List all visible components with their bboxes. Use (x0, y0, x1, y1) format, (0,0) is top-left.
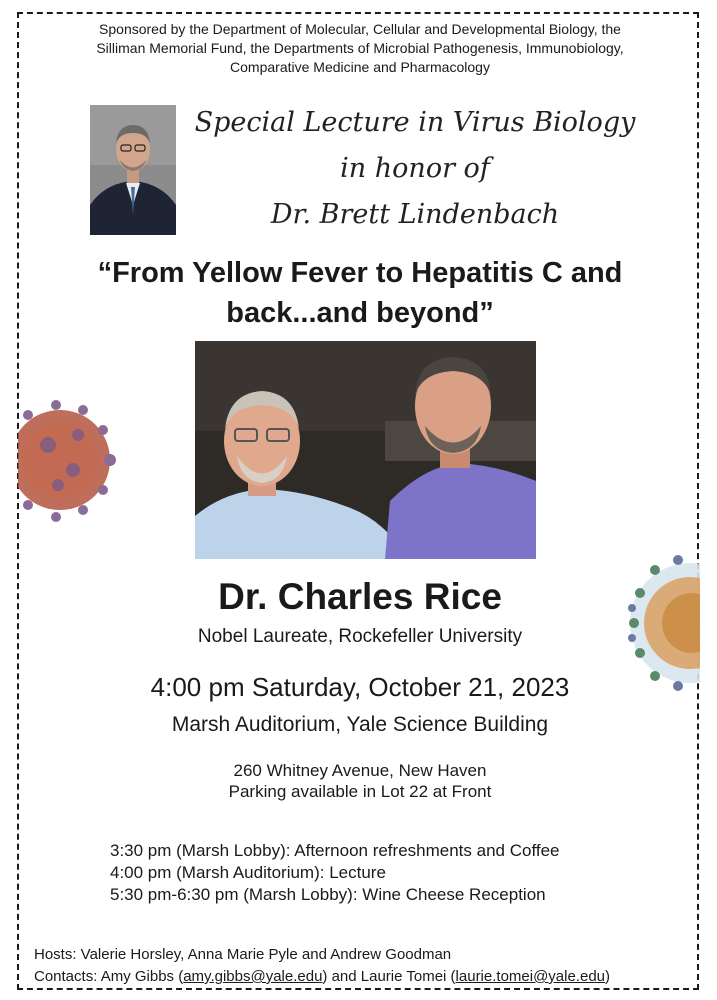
sponsor-line: Sponsored by the Department of Molecular, Cellular and Developmental Biology, the (99, 21, 621, 37)
lecture-line: Dr. Brett Lindenbach (270, 199, 560, 230)
contacts-suffix: ) (605, 968, 611, 985)
sponsor-block (30, 20, 690, 77)
schedule-list (110, 840, 670, 906)
footer (34, 944, 694, 988)
event-venue: Marsh Auditorium, Yale Science Building (171, 713, 549, 736)
address-block (40, 760, 680, 802)
contacts-mid: ) and Laurie Tomei ( (322, 968, 456, 985)
honoree-portrait (90, 105, 176, 235)
talk-title-line: back...and beyond” (226, 297, 494, 329)
speaker-name: Dr. Charles Rice (218, 576, 502, 617)
lecture-title (180, 100, 650, 238)
talk-title (40, 253, 680, 333)
schedule-item: 3:30 pm (Marsh Lobby): Afternoon refreshments and Coffee (110, 841, 560, 860)
email-link-amy[interactable]: amy.gibbs@yale.edu (183, 968, 323, 985)
email-link-laurie[interactable]: laurie.tomei@yale.edu (455, 968, 606, 985)
lecture-line: in honor of (340, 153, 490, 184)
schedule-item: 4:00 pm (Marsh Auditorium): Lecture (110, 863, 386, 882)
sponsor-line: Comparative Medicine and Pharmacology (230, 59, 490, 75)
speaker-affiliation: Nobel Laureate, Rockefeller University (197, 626, 523, 647)
event-address: 260 Whitney Avenue, New Haven (233, 761, 487, 780)
contacts-line (34, 966, 694, 988)
lecture-line: Special Lecture in Virus Biology (194, 107, 636, 138)
event-datetime: 4:00 pm Saturday, October 21, 2023 (150, 672, 570, 702)
virus-illustration-left (18, 375, 118, 545)
sponsor-line: Silliman Memorial Fund, the Departments of Microbial Pathogenesis, Immunobiology, (96, 40, 624, 56)
speaker-photo (195, 341, 536, 559)
talk-title-line: “From Yellow Fever to Hepatitis C and (97, 257, 623, 289)
hosts-line: Hosts: Valerie Horsley, Anna Marie Pyle and Andrew Goodman (34, 946, 452, 963)
contacts-prefix: Contacts: Amy Gibbs ( (34, 968, 184, 985)
event-parking: Parking available in Lot 22 at Front (228, 782, 492, 801)
schedule-item: 5:30 pm-6:30 pm (Marsh Lobby): Wine Cheese Reception (110, 885, 546, 904)
